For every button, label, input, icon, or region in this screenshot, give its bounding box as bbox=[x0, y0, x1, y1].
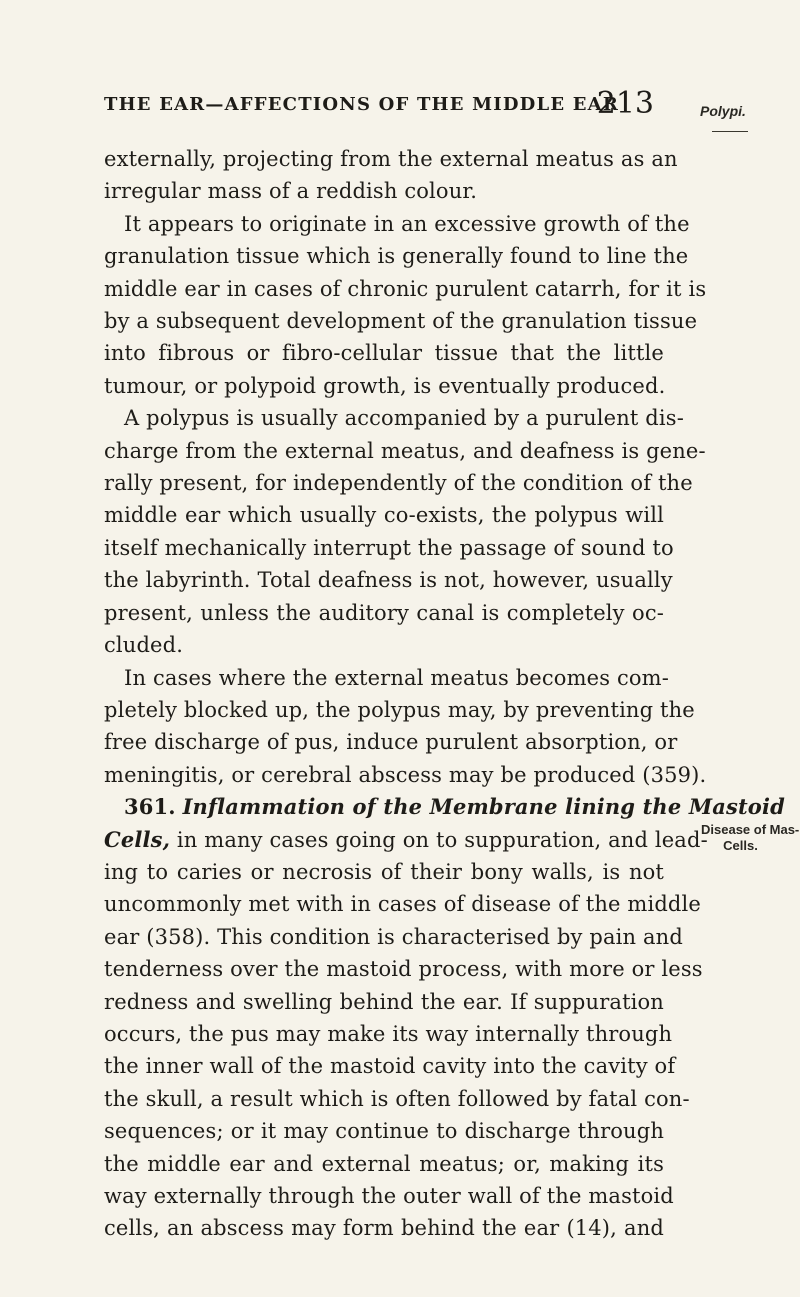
sidenote-mastoid bbox=[701, 822, 800, 854]
text-line: A polypus is usually accompanied by a purulent dis- bbox=[124, 406, 684, 431]
text-line: pletely blocked up, the polypus may, by preventing the bbox=[104, 697, 695, 722]
text-line: free discharge of pus, induce purulent absorption, or bbox=[104, 730, 678, 755]
section-heading-line bbox=[104, 791, 785, 823]
text-line: irregular mass of a reddish colour. bbox=[104, 179, 478, 204]
text-line: itself mechanically interrupt the passage of sound to bbox=[104, 535, 674, 560]
text-line: occurs, the pus may make its way internally through bbox=[104, 1021, 673, 1046]
text-line: present, unless the auditory canal is completely oc- bbox=[104, 600, 664, 625]
running-title: THE EAR—AFFECTIONS OF THE MIDDLE EAR bbox=[104, 94, 619, 115]
text-line: the labyrinth. Total deafness is not, however, usually bbox=[104, 568, 673, 593]
text-line: In cases where the external meatus becomes com- bbox=[124, 665, 669, 690]
text-line: cluded. bbox=[104, 633, 184, 658]
text-line: granulation tissue which is generally found to line the bbox=[104, 244, 689, 269]
text-line: the inner wall of the mastoid cavity into the cavity of bbox=[104, 1054, 676, 1079]
text-line: middle ear in cases of chronic purulent catarrh, for it is bbox=[104, 276, 707, 301]
text-line: uncommonly met with in cases of disease of the middle bbox=[104, 892, 701, 917]
sidenote-mastoid-line2: Cells. bbox=[723, 838, 758, 853]
section-title-continued: Cells, bbox=[104, 826, 171, 852]
paragraph-3 bbox=[104, 402, 706, 661]
text-line: way externally through the outer wall of the mastoid bbox=[104, 1184, 674, 1208]
text-line: ear (358). This condition is characterised by pain and bbox=[104, 924, 683, 949]
text-line: It appears to originate in an excessive growth of the bbox=[124, 211, 690, 236]
section-title: Inflammation of the Membrane lining the Mastoid bbox=[182, 794, 785, 820]
text-line: rally present, for independently of the condition of the bbox=[104, 471, 693, 496]
text-line: into fibrous or fibro-cellular tissue that the little bbox=[104, 341, 664, 366]
text-line: the middle ear and external meatus; or, making its bbox=[104, 1151, 664, 1176]
sidenote-polypi: Polypi. bbox=[700, 103, 746, 119]
paragraph-1 bbox=[104, 143, 678, 208]
text-run: in many cases going on to suppuration, and lead- bbox=[176, 827, 708, 852]
text-line: tumour, or polypoid growth, is eventually produced. bbox=[104, 373, 666, 398]
text-line: the skull, a result which is often followed by fatal con- bbox=[104, 1086, 690, 1111]
text-line: meningitis, or cerebral abscess may be produced (359). bbox=[104, 762, 707, 787]
text-line: by a subsequent development of the granulation tissue bbox=[104, 309, 698, 334]
sidenote-mastoid-line1: Disease of Mas- bbox=[701, 822, 800, 837]
paragraph-2 bbox=[104, 208, 707, 402]
page-number: 213 bbox=[596, 86, 654, 121]
text-line: tenderness over the mastoid process, with more or less bbox=[104, 957, 703, 982]
text-line: externally, projecting from the external meatus as an bbox=[104, 147, 678, 171]
text-line: redness and swelling behind the ear. If suppuration bbox=[104, 989, 664, 1014]
text-line: cells, an abscess may form behind the ear (14), and bbox=[104, 1216, 664, 1241]
text-line: middle ear which usually co-exists, the polypus will bbox=[104, 503, 664, 528]
sidenote-rule bbox=[712, 131, 748, 132]
paragraph-4 bbox=[104, 662, 707, 792]
section-number: 361. bbox=[124, 794, 176, 820]
text-line: charge from the external meatus, and deafness is gene- bbox=[104, 438, 706, 463]
running-head bbox=[104, 86, 656, 121]
text-line bbox=[104, 824, 708, 856]
text-line: ing to caries or necrosis of their bony walls, is not bbox=[104, 859, 664, 884]
text-line: sequences; or it may continue to discharge through bbox=[104, 1119, 664, 1144]
